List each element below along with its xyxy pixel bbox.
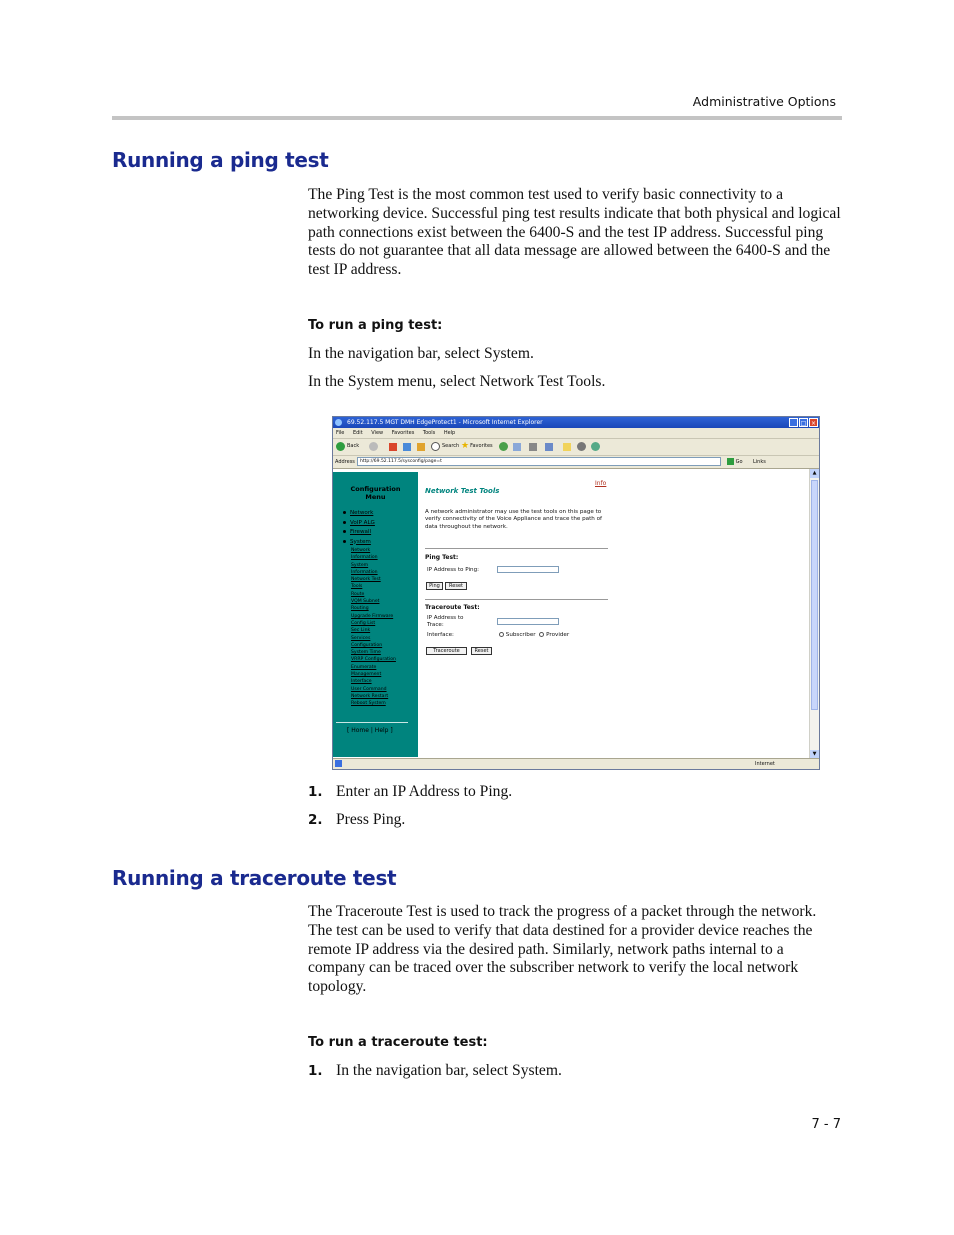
ping-step-2: 2. Press Ping. — [308, 811, 406, 828]
home-help-links[interactable]: [ Home | Help ] — [347, 727, 393, 734]
menu-divider — [336, 722, 408, 723]
page-number: 7 - 7 — [811, 1117, 841, 1132]
research-button[interactable] — [591, 442, 602, 451]
panel-description: A network administrator may use the test tools on this page to verify connectivity of the Voice Appliance and trace the path of data throughout the network. — [425, 509, 603, 530]
menu-tools[interactable]: Tools — [422, 430, 436, 436]
sub-item[interactable]: Upgrade Firmware — [351, 613, 394, 619]
interface-label: Interface: — [427, 632, 454, 638]
ie-icon — [335, 419, 342, 426]
sub-item[interactable]: System — [351, 562, 369, 568]
sub-item[interactable]: Route — [351, 591, 365, 597]
interface-radio-group: Subscriber Provider — [499, 632, 569, 639]
page-content — [333, 469, 819, 759]
sub-item[interactable]: Config List — [351, 620, 376, 626]
menu-help[interactable]: Help — [443, 430, 456, 436]
ping-pre-step-1: In the navigation bar, select System. — [308, 345, 534, 362]
edit-icon — [545, 443, 553, 451]
provider-radio[interactable] — [539, 632, 544, 637]
sub-item[interactable]: Information — [351, 569, 378, 575]
section-title-traceroute: Running a traceroute test — [112, 866, 397, 890]
scroll-up-icon[interactable]: ▲ — [810, 469, 819, 478]
divider — [425, 599, 608, 600]
security-zone: Internet — [755, 761, 775, 767]
sub-item[interactable]: Reboot System — [351, 701, 386, 707]
print-button[interactable] — [529, 442, 539, 451]
close-icon[interactable]: × — [810, 420, 817, 427]
print-icon — [529, 443, 537, 451]
status-bar — [333, 758, 819, 769]
sub-item[interactable]: System Time — [351, 650, 381, 656]
sub-item[interactable]: Tools — [351, 584, 363, 590]
traceroute-button[interactable]: Traceroute — [426, 647, 467, 655]
minimize-icon[interactable]: _ — [789, 418, 798, 427]
menu-title: Configuration Menu — [350, 485, 401, 501]
search-icon — [431, 442, 440, 451]
browser-screenshot — [332, 416, 820, 770]
stop-button[interactable] — [389, 442, 399, 451]
nav-item-network[interactable]: Network — [343, 509, 418, 519]
nav-item-firewall[interactable]: Firewall — [343, 528, 418, 538]
forward-button[interactable] — [369, 442, 380, 451]
discuss-button[interactable] — [563, 442, 573, 451]
back-arrow-icon — [336, 442, 345, 451]
header-rule — [112, 116, 842, 120]
sub-item[interactable]: VQM Subnet — [351, 599, 380, 605]
menu-file[interactable]: File — [336, 430, 345, 436]
sub-item[interactable]: Network — [351, 548, 371, 553]
sub-item[interactable]: VRRP Configuration — [351, 657, 396, 663]
scroll-down-icon[interactable]: ▼ — [810, 750, 819, 759]
history-icon — [499, 442, 508, 451]
sub-item[interactable]: Sec Link — [351, 628, 371, 634]
links-label[interactable]: Links — [753, 459, 766, 465]
forward-arrow-icon — [369, 442, 378, 451]
address-label: Address — [335, 459, 355, 465]
address-input[interactable]: http://69.52.117.5/sysconfig/page=t — [357, 457, 721, 466]
home-icon — [417, 443, 425, 451]
stop-icon — [389, 443, 397, 451]
browser-toolbar — [333, 439, 819, 456]
section-title-ping: Running a ping test — [112, 148, 329, 172]
ping-intro-paragraph: The Ping Test is the most common test used to verify basic connectivity to a networking device. Successful ping test results indicate that both physical and logical path connections exist between the 6400-S and the test IP address. Successful ping tests do not guarantee that all data message are allowed between the 6400-S and the test IP address. — [308, 186, 841, 279]
sub-item[interactable]: Services — [351, 635, 371, 641]
vertical-scrollbar[interactable] — [809, 469, 819, 759]
window-title: 69.52.117.5 MGT DMH EdgeProtect1 - Microsoft Internet Explorer — [347, 419, 543, 426]
sub-item[interactable]: Interface — [351, 679, 372, 685]
ping-ip-input[interactable] — [497, 566, 559, 573]
sub-item[interactable]: Routing — [351, 606, 369, 612]
refresh-icon — [403, 443, 411, 451]
ping-procedure-heading: To run a ping test: — [308, 318, 443, 333]
search-button[interactable]: Search — [431, 442, 459, 451]
ping-test-heading: Ping Test: — [425, 554, 459, 561]
trace-ip-input[interactable] — [497, 618, 559, 625]
running-header: Administrative Options — [692, 94, 836, 109]
menu-view[interactable]: View — [371, 430, 384, 436]
maximize-icon[interactable]: □ — [800, 420, 807, 427]
browser-menubar — [333, 428, 819, 439]
traceroute-test-heading: Traceroute Test: — [425, 604, 480, 611]
mail-button[interactable] — [513, 442, 523, 451]
ping-button[interactable]: Ping — [426, 582, 443, 590]
research-icon — [591, 442, 600, 451]
go-arrow-icon — [727, 458, 734, 465]
sub-item[interactable]: Information — [351, 555, 378, 561]
traceroute-intro-paragraph: The Traceroute Test is used to track the progress of a packet through the network. The test can be used to verify that data destined for a provider device reaches the remote IP address via the desired path. Similarly, network paths internal to a company can be traced over the subscriber network to verify the local network topology. — [308, 903, 817, 996]
refresh-button[interactable] — [403, 442, 413, 451]
sub-item[interactable]: Network Test — [351, 577, 381, 583]
messenger-button[interactable] — [577, 442, 588, 451]
mail-icon — [513, 443, 521, 451]
info-link[interactable]: Info — [595, 480, 607, 487]
ping-ip-label: IP Address to Ping: — [427, 567, 480, 573]
sub-item[interactable]: Enumerate — [351, 664, 377, 670]
menu-edit[interactable]: Edit — [352, 430, 363, 436]
folder-icon — [563, 443, 571, 451]
traceroute-step-1: 1. In the navigation bar, select System. — [308, 1062, 562, 1079]
ping-pre-step-2: In the System menu, select Network Test Tools. — [308, 373, 606, 390]
network-test-tools-panel — [425, 469, 810, 759]
trace-reset-button[interactable]: Reset — [471, 647, 492, 655]
divider — [425, 548, 608, 549]
home-button[interactable] — [417, 442, 427, 451]
sub-item[interactable]: Network Restart — [351, 693, 389, 699]
sub-item[interactable]: User Command — [351, 686, 387, 692]
system-submenu — [351, 547, 418, 708]
ping-reset-button[interactable]: Reset — [445, 582, 467, 590]
window-titlebar — [333, 417, 819, 428]
back-button[interactable]: Back — [336, 442, 359, 451]
menu-favorites[interactable]: Favorites — [391, 430, 415, 436]
edit-button[interactable] — [545, 442, 555, 451]
subscriber-radio[interactable] — [499, 632, 504, 637]
page-icon — [335, 760, 342, 767]
ping-step-1: 1. Enter an IP Address to Ping. — [308, 783, 513, 800]
nav-item-voip-alg[interactable]: VoIP ALG — [343, 519, 418, 529]
configuration-menu — [333, 472, 418, 757]
favorites-button[interactable]: ★ Favorites — [461, 441, 493, 451]
history-button[interactable] — [499, 442, 510, 451]
star-icon: ★ — [461, 441, 470, 451]
address-bar — [333, 456, 819, 469]
nav-item-system[interactable]: System — [343, 538, 418, 548]
sub-item[interactable]: Management — [351, 672, 382, 678]
sub-item[interactable]: Configuration — [351, 642, 383, 648]
panel-heading: Network Test Tools — [425, 487, 500, 495]
traceroute-procedure-heading: To run a traceroute test: — [308, 1035, 488, 1050]
messenger-icon — [577, 442, 586, 451]
go-button[interactable]: Go — [727, 458, 743, 465]
trace-ip-label: IP Address to Trace: — [427, 615, 464, 628]
scroll-thumb[interactable] — [811, 480, 818, 710]
